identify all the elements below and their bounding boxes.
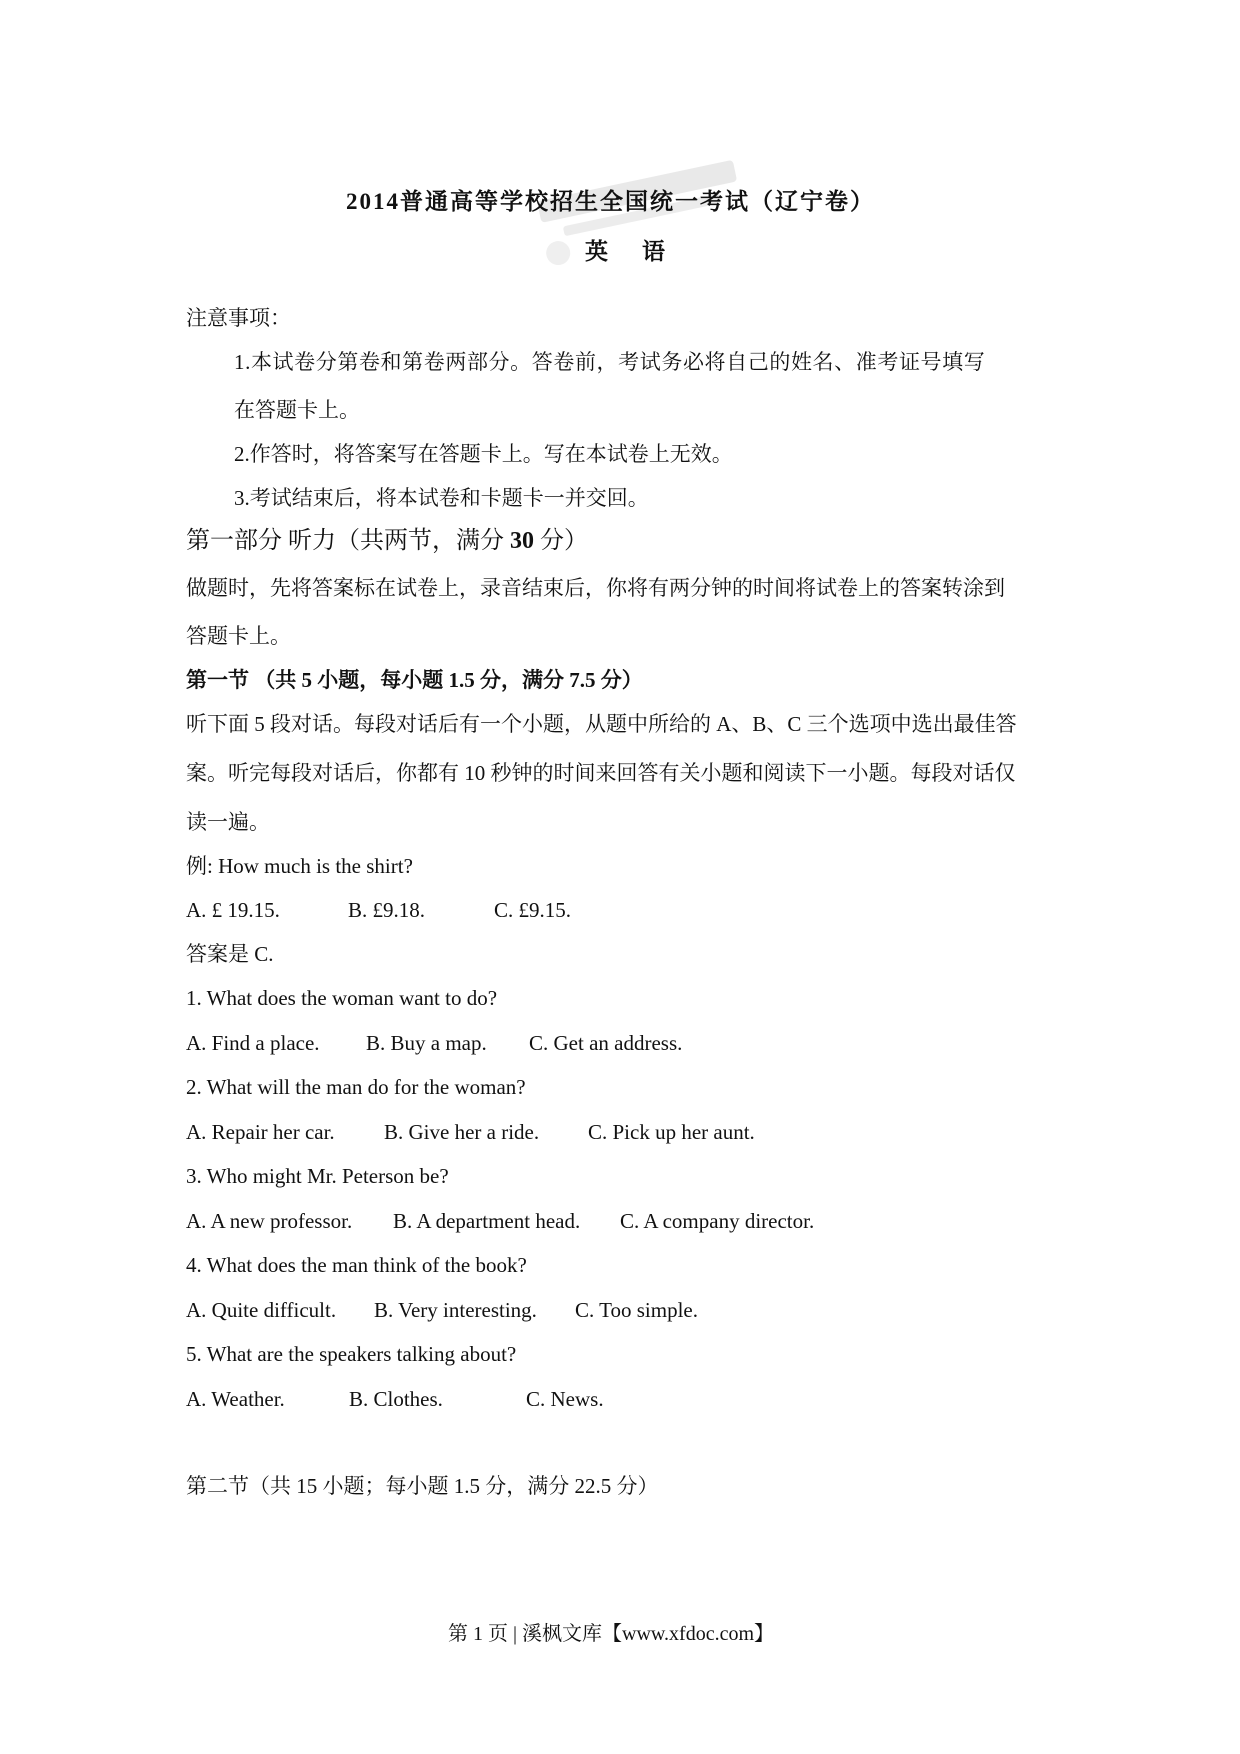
question-1-option-a: A. Find a place.: [186, 1031, 320, 1055]
exam-title: 2014普通高等学校招生全国统一考试（辽宁卷）: [346, 189, 875, 214]
question-3-option-a: A. A new professor.: [186, 1209, 353, 1233]
part1-instructions-cont: 答题卡上。: [186, 624, 291, 648]
question-2-option-a: A. Repair her car.: [186, 1120, 335, 1144]
part1-title: [186, 527, 588, 555]
notice-item-1: 1.本试卷分第卷和第卷两部分。答卷前，考试务必将自己的姓名、准考证号填写: [234, 350, 986, 374]
section1-instructions-end: 读一遍。: [186, 810, 270, 834]
part1-title-prefix: 第一部分 听力（共两节，满分: [186, 528, 510, 554]
question-4-options: [186, 1296, 698, 1324]
question-2-option-b: B. Give her a ride.: [384, 1120, 540, 1144]
part1-title-score: 30: [510, 528, 534, 554]
question-5-option-a: A. Weather.: [186, 1387, 285, 1411]
question-2-option-c: C. Pick up her aunt.: [588, 1120, 755, 1144]
question-5-option-b: B. Clothes.: [349, 1387, 443, 1411]
notice-item-2: 2.作答时，将答案写在答题卡上。写在本试卷上无效。: [234, 442, 733, 466]
question-4-option-a: A. Quite difficult.: [186, 1298, 337, 1322]
question-3-options: [186, 1207, 814, 1235]
section1-instructions: 听下面 5 段对话。每段对话后有一个小题，从题中所给的 A、B、C 三个选项中选出最佳答: [186, 712, 1017, 736]
question-3-option-b: B. A department head.: [393, 1209, 581, 1233]
example-option-c: C. £9.15.: [494, 898, 572, 922]
question-2-options: [186, 1118, 755, 1146]
question-5: 5. What are the speakers talking about?: [186, 1342, 517, 1366]
question-4-option-c: C. Too simple.: [575, 1298, 698, 1322]
part1-title-suffix: 分）: [534, 528, 588, 554]
exam-subject: 英语: [585, 239, 699, 264]
question-3-option-c: C. A company director.: [620, 1209, 815, 1233]
question-1-option-b: B. Buy a map.: [366, 1031, 487, 1055]
question-3: 3. Who might Mr. Peterson be?: [186, 1164, 449, 1188]
section1-title: 第一节 （共 5 小题，每小题 1.5 分，满分 7.5 分）: [186, 668, 643, 692]
question-4: 4. What does the man think of the book?: [186, 1253, 527, 1277]
example-answer: 答案是 C.: [186, 942, 274, 966]
question-1-option-c: C. Get an address.: [529, 1031, 683, 1055]
question-5-options: [186, 1385, 604, 1413]
question-5-option-c: C. News.: [526, 1387, 604, 1411]
question-1-options: [186, 1029, 682, 1057]
notice-item-3: 3.考试结束后，将本试卷和卡题卡一并交回。: [234, 486, 649, 510]
example-question: 例: How much is the shirt?: [186, 854, 413, 878]
example-options: [186, 896, 571, 924]
question-1: 1. What does the woman want to do?: [186, 986, 498, 1010]
example-option-a: A. £ 19.15.: [186, 898, 280, 922]
section2-title: 第二节（共 15 小题；每小题 1.5 分，满分 22.5 分）: [186, 1474, 659, 1498]
notice-item-1-cont: 在答题卡上。: [234, 398, 360, 422]
question-4-option-b: B. Very interesting.: [374, 1298, 537, 1322]
question-2: 2. What will the man do for the woman?: [186, 1075, 526, 1099]
notice-heading: 注意事项：: [186, 306, 291, 330]
example-option-b: B. £9.18.: [348, 898, 426, 922]
part1-instructions: 做题时，先将答案标在试卷上，录音结束后，你将有两分钟的时间将试卷上的答案转涂到: [186, 576, 1005, 600]
section1-instructions-cont: 案。听完每段对话后，你都有 10 秒钟的时间来回答有关小题和阅读下一小题。每段对话仅: [186, 761, 1016, 785]
page-footer: 第 1 页 | 溪枫文库【www.xfdoc.com】: [448, 1623, 775, 1645]
